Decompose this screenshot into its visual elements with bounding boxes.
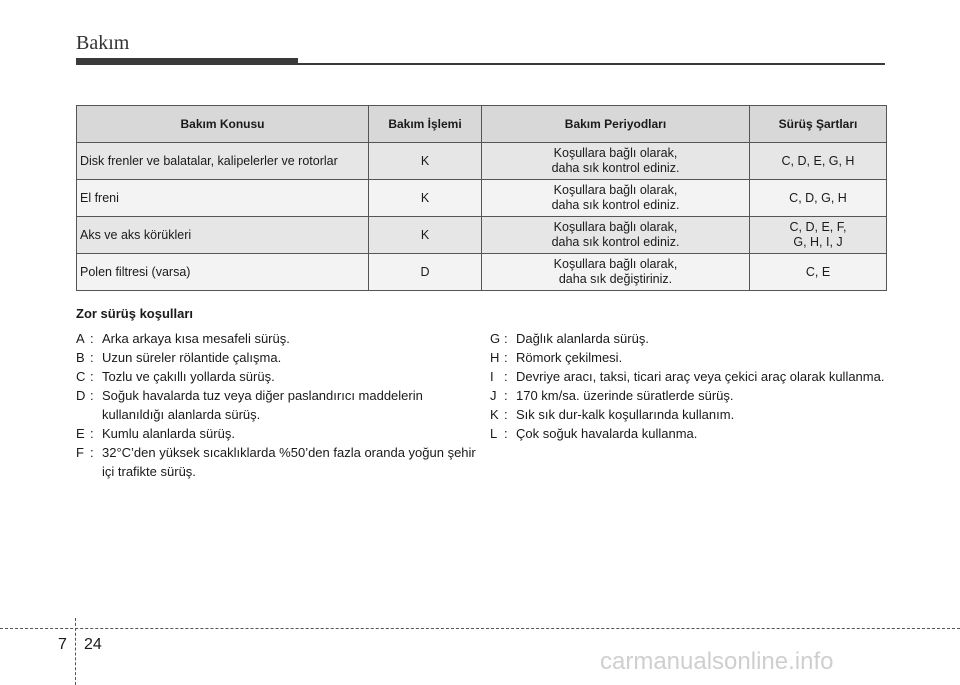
condition-text: Römork çekilmesi. bbox=[516, 350, 623, 365]
condition-separator: : bbox=[90, 388, 94, 403]
cell-period: Koşullara bağlı olarak, daha sık kontrol ediniz. bbox=[482, 217, 750, 254]
conditions-list-right bbox=[490, 329, 885, 443]
condition-item bbox=[76, 329, 476, 348]
cell-conditions: C, D, E, F, G, H, I, J bbox=[750, 217, 887, 254]
cell-topic: Aks ve aks körükleri bbox=[77, 217, 369, 254]
table-row bbox=[77, 254, 887, 291]
footer-vertical-divider bbox=[75, 618, 76, 685]
condition-text: Tozlu ve çakıllı yollarda sürüş. bbox=[102, 369, 275, 384]
condition-text: Dağlık alanlarda sürüş. bbox=[516, 331, 649, 346]
cell-topic: Polen filtresi (varsa) bbox=[77, 254, 369, 291]
conditions-title: Zor sürüş koşulları bbox=[76, 306, 194, 321]
header-action: Bakım İşlemi bbox=[369, 106, 482, 143]
page-title: Bakım bbox=[76, 32, 130, 54]
condition-item bbox=[76, 367, 476, 386]
condition-text: Çok soğuk havalarda kullanma. bbox=[516, 426, 698, 441]
condition-separator: : bbox=[504, 388, 508, 403]
condition-text: Soğuk havalarda tuz veya diğer paslandırıcı maddelerin kullanıldığı alanlarda sürüş. bbox=[102, 388, 423, 422]
table-row bbox=[77, 143, 887, 180]
conditions-list-left bbox=[76, 329, 476, 481]
cell-period: Koşullara bağlı olarak, daha sık kontrol ediniz. bbox=[482, 143, 750, 180]
condition-code: K bbox=[490, 407, 499, 422]
table-row bbox=[77, 217, 887, 254]
table-header-row bbox=[77, 106, 887, 143]
maintenance-table bbox=[76, 105, 887, 291]
header-conditions: Sürüş Şartları bbox=[750, 106, 887, 143]
condition-text: Uzun süreler rölantide çalışma. bbox=[102, 350, 282, 365]
condition-code: A bbox=[76, 331, 85, 346]
condition-code: F bbox=[76, 445, 84, 460]
condition-item bbox=[490, 424, 885, 443]
title-underline-thick bbox=[76, 58, 298, 65]
condition-separator: : bbox=[504, 369, 508, 384]
condition-code: H bbox=[490, 350, 500, 365]
watermark: carmanualsonline.info bbox=[600, 648, 834, 675]
cell-action: K bbox=[369, 180, 482, 217]
cell-conditions: C, D, E, G, H bbox=[750, 143, 887, 180]
condition-code: G bbox=[490, 331, 501, 346]
condition-code: D bbox=[76, 388, 86, 403]
condition-item bbox=[76, 348, 476, 367]
condition-code: C bbox=[76, 369, 86, 384]
footer-divider bbox=[0, 628, 960, 629]
condition-code: E bbox=[76, 426, 85, 441]
condition-item bbox=[490, 386, 885, 405]
title-underline-thin bbox=[298, 63, 885, 65]
header-period: Bakım Periyodları bbox=[482, 106, 750, 143]
condition-separator: : bbox=[90, 445, 94, 460]
condition-code: I bbox=[490, 369, 494, 384]
condition-item bbox=[490, 405, 885, 424]
header-topic: Bakım Konusu bbox=[77, 106, 369, 143]
condition-separator: : bbox=[504, 426, 508, 441]
cell-period: Koşullara bağlı olarak, daha sık değiştiriniz. bbox=[482, 254, 750, 291]
condition-code: B bbox=[76, 350, 85, 365]
cell-conditions: C, E bbox=[750, 254, 887, 291]
condition-separator: : bbox=[90, 426, 94, 441]
table-row bbox=[77, 180, 887, 217]
condition-item bbox=[490, 348, 885, 367]
condition-item bbox=[490, 329, 885, 348]
condition-text: Devriye aracı, taksi, ticari araç veya çekici araç olarak kullanma. bbox=[516, 369, 885, 384]
condition-separator: : bbox=[504, 407, 508, 422]
condition-item bbox=[76, 443, 476, 481]
condition-item bbox=[76, 424, 476, 443]
condition-separator: : bbox=[90, 331, 94, 346]
cell-topic: El freni bbox=[77, 180, 369, 217]
cell-action: K bbox=[369, 143, 482, 180]
cell-period: Koşullara bağlı olarak, daha sık kontrol ediniz. bbox=[482, 180, 750, 217]
condition-text: Sık sık dur-kalk koşullarında kullanım. bbox=[516, 407, 735, 422]
condition-item bbox=[490, 367, 885, 386]
cell-conditions: C, D, G, H bbox=[750, 180, 887, 217]
condition-text: Arka arkaya kısa mesafeli sürüş. bbox=[102, 331, 290, 346]
condition-separator: : bbox=[90, 369, 94, 384]
cell-action: K bbox=[369, 217, 482, 254]
condition-text: Kumlu alanlarda sürüş. bbox=[102, 426, 235, 441]
footer-chapter-number: 7 bbox=[58, 636, 67, 653]
footer-page-number: 24 bbox=[84, 636, 102, 653]
condition-code: J bbox=[490, 388, 497, 403]
condition-separator: : bbox=[504, 331, 508, 346]
condition-separator: : bbox=[90, 350, 94, 365]
condition-text: 170 km/sa. üzerinde süratlerde sürüş. bbox=[516, 388, 734, 403]
cell-action: D bbox=[369, 254, 482, 291]
condition-item bbox=[76, 386, 476, 424]
cell-topic: Disk frenler ve balatalar, kalipelerler ve rotorlar bbox=[77, 143, 369, 180]
condition-separator: : bbox=[504, 350, 508, 365]
condition-code: L bbox=[490, 426, 498, 441]
condition-text: 32°C’den yüksek sıcaklıklarda %50’den fazla oranda yoğun şehir içi trafikte sürüş. bbox=[102, 445, 476, 479]
